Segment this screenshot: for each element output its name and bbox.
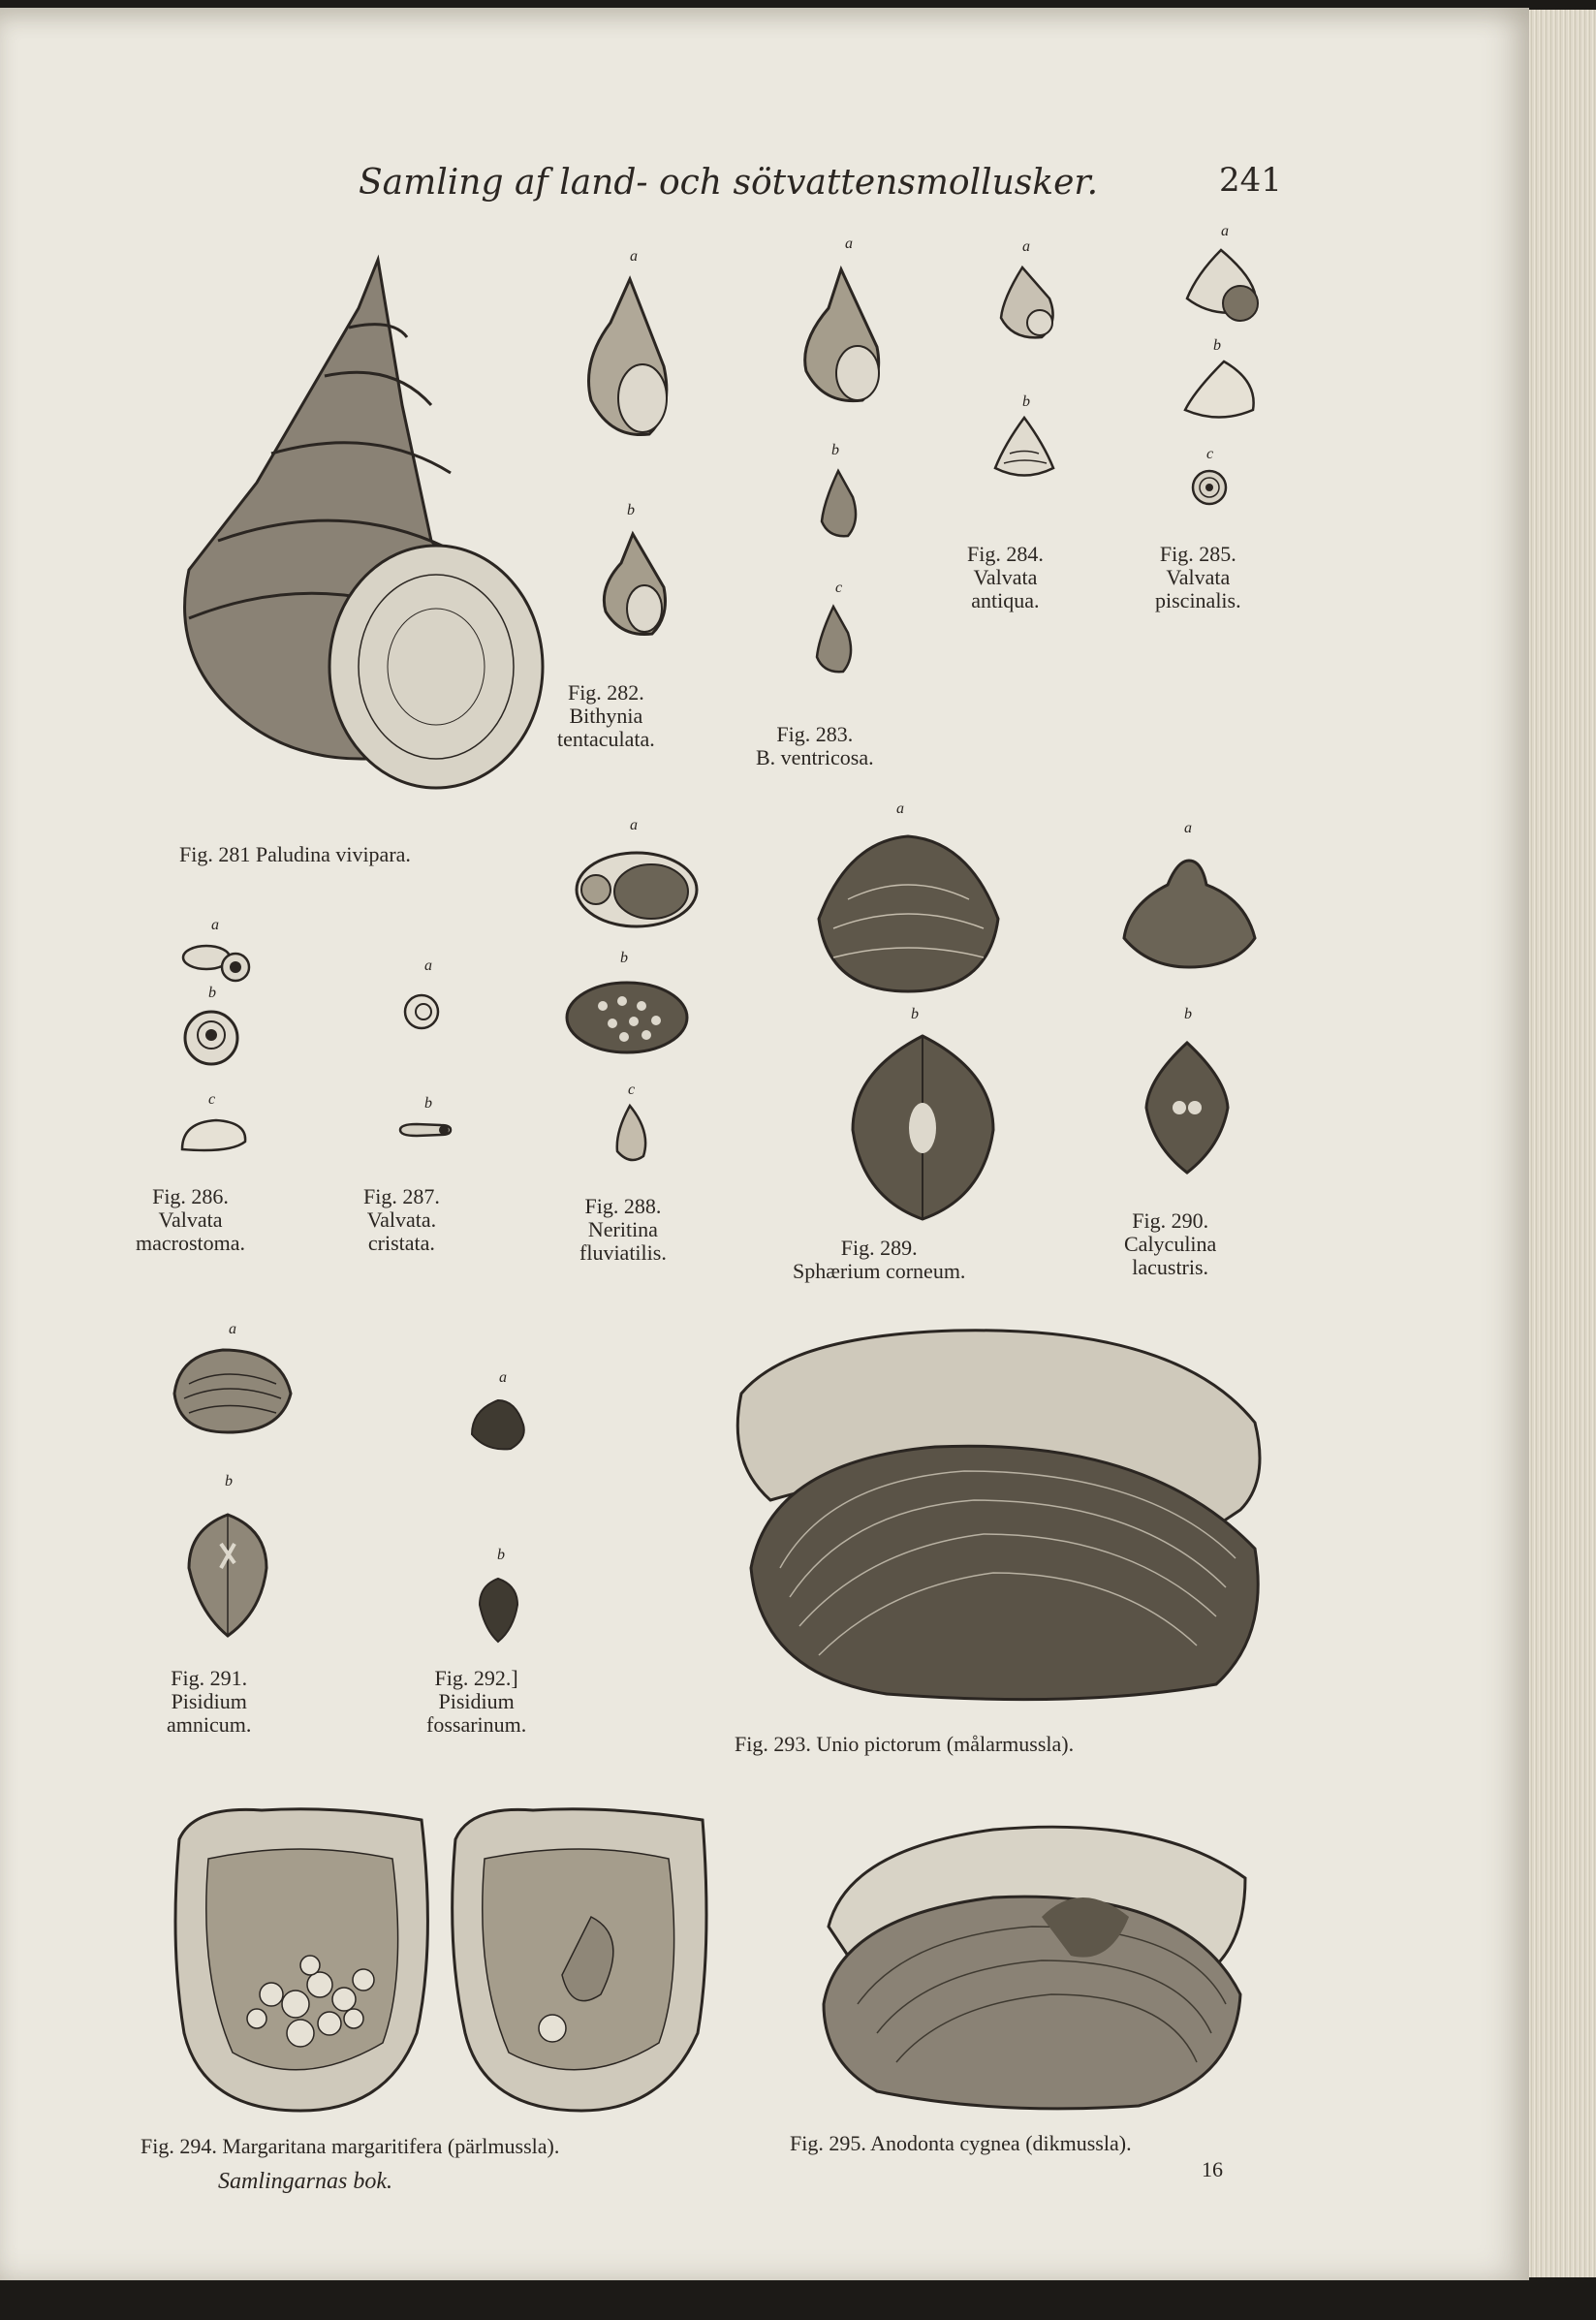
figure-letter-b: b — [1213, 337, 1221, 354]
illustration-fig-284a-shell — [993, 265, 1061, 342]
figure-letter-b: b — [424, 1095, 432, 1112]
illustration-fig-289a-shell — [809, 831, 1008, 996]
illustration-fig-285b-shell — [1180, 357, 1258, 424]
caption-line: lacustris. — [1132, 1255, 1209, 1279]
caption-line: antiqua. — [971, 588, 1040, 612]
caption-fig-281 — [179, 843, 411, 866]
caption-line: piscinalis. — [1155, 588, 1241, 612]
caption-line: Valvata — [158, 1207, 223, 1232]
caption-fig-283 — [756, 723, 874, 769]
figure-letter-c: c — [835, 580, 843, 596]
caption-line: tentaculata. — [557, 727, 655, 751]
caption-fig-289 — [793, 1237, 965, 1283]
caption-line: Fig. 294. Margaritana margaritifera (pärlmussla). — [141, 2134, 560, 2158]
caption-line: fluviatilis. — [579, 1240, 667, 1265]
caption-line: fossarinum. — [426, 1712, 527, 1737]
caption-line: macrostoma. — [136, 1231, 246, 1255]
caption-line: Valvata — [1166, 565, 1231, 589]
caption-line: Valvata. — [366, 1207, 437, 1232]
figure-letter-b: b — [911, 1006, 919, 1022]
illustration-fig-294-margaritana — [174, 1801, 712, 2116]
figure-letter-b: b — [620, 950, 628, 966]
caption-line: Fig. 285. — [1159, 542, 1236, 566]
illustration-fig-282a-shell — [577, 274, 673, 444]
figure-letter-a: a — [229, 1321, 236, 1337]
caption-fig-282 — [557, 681, 655, 751]
illustration-fig-288c-shell — [612, 1103, 651, 1166]
illustration-fig-284b-shell — [990, 415, 1058, 483]
illustration-fig-286a-shell — [179, 940, 257, 984]
figure-letter-a: a — [630, 248, 638, 265]
figure-letter-a: a — [896, 800, 904, 817]
caption-fig-291 — [167, 1667, 251, 1737]
caption-fig-288 — [579, 1195, 667, 1265]
caption-fig-292 — [426, 1667, 526, 1737]
caption-line: Pisidium — [171, 1689, 247, 1713]
illustration-fig-292a-shell — [467, 1395, 530, 1454]
caption-line: Fig. 283. — [776, 722, 854, 746]
illustration-fig-287a-shell — [402, 991, 441, 1032]
illustration-fig-283b-shell — [814, 468, 862, 541]
caption-line: Fig. 286. — [152, 1184, 229, 1208]
illustration-fig-287b-shell — [397, 1120, 455, 1140]
caption-fig-287 — [363, 1185, 440, 1255]
running-header-title: Samling af land- och sötvattensmollusker. — [359, 163, 1099, 203]
figure-letter-c: c — [628, 1082, 636, 1098]
caption-line: Fig. 288. — [584, 1194, 662, 1218]
caption-line: Fig. 295. Anodonta cygnea (dikmussla). — [790, 2131, 1132, 2155]
illustration-fig-292b-shell — [477, 1576, 520, 1644]
figure-letter-b: b — [208, 985, 216, 1001]
caption-line: Bithynia — [569, 704, 643, 728]
figure-letter-c: c — [208, 1091, 216, 1108]
caption-fig-286 — [136, 1185, 245, 1255]
caption-line: Pisidium — [438, 1689, 515, 1713]
illustration-fig-286b-shell — [182, 1006, 240, 1069]
caption-line: Fig. 284. — [967, 542, 1044, 566]
illustration-fig-285a-shell — [1182, 245, 1265, 328]
caption-line: amnicum. — [167, 1712, 252, 1737]
book-page-edges — [1526, 10, 1596, 2277]
illustration-fig-283c-shell — [809, 604, 858, 676]
caption-line: cristata. — [367, 1231, 435, 1255]
figure-letter-a: a — [1221, 223, 1229, 239]
caption-line: Fig. 292.] — [434, 1666, 518, 1690]
caption-line: Calyculina — [1124, 1232, 1217, 1256]
caption-line: Fig. 287. — [363, 1184, 440, 1208]
caption-fig-285 — [1155, 543, 1241, 612]
illustration-fig-291a-shell — [165, 1345, 296, 1437]
book-page — [0, 8, 1529, 2280]
illustration-fig-281-paludina — [160, 250, 548, 802]
figure-letter-b: b — [831, 442, 839, 458]
caption-line: Fig. 289. — [840, 1236, 918, 1260]
caption-line: Valvata — [973, 565, 1038, 589]
illustration-fig-291b-shell — [184, 1510, 271, 1641]
figure-letter-a: a — [1184, 820, 1192, 836]
illustration-fig-290a-shell — [1119, 856, 1260, 972]
caption-fig-293 — [735, 1733, 1074, 1756]
figure-letter-b: b — [225, 1473, 233, 1489]
figure-letter-b: b — [627, 502, 635, 518]
caption-fig-284 — [967, 543, 1044, 612]
caption-fig-295 — [790, 2132, 1132, 2155]
caption-line: Fig. 293. Unio pictorum (målarmussla). — [735, 1732, 1075, 1756]
caption-line: Fig. 281 Paludina vivipara. — [179, 842, 411, 866]
caption-line: Neritina — [587, 1217, 658, 1241]
caption-line: Fig. 282. — [567, 680, 644, 705]
figure-letter-c: c — [1206, 446, 1214, 462]
figure-letter-a: a — [630, 817, 638, 833]
figure-letter-a: a — [1022, 238, 1030, 255]
figure-letter-a: a — [211, 917, 219, 933]
printer-signature: Samlingarnas bok. — [218, 2169, 392, 2194]
figure-letter-b: b — [497, 1547, 505, 1563]
illustration-fig-288a-shell — [572, 849, 703, 931]
figure-letter-a: a — [499, 1369, 507, 1386]
illustration-fig-286c-shell — [177, 1113, 250, 1156]
page-number: 241 — [1219, 161, 1282, 200]
caption-line: Sphærium corneum. — [793, 1259, 966, 1283]
figure-letter-a: a — [845, 235, 853, 252]
illustration-fig-288b-shell — [564, 977, 690, 1059]
illustration-fig-285c-shell — [1190, 468, 1229, 507]
illustration-fig-293-unio — [712, 1316, 1274, 1709]
illustration-fig-289b-shell — [848, 1033, 998, 1222]
caption-fig-294 — [141, 2135, 559, 2158]
illustration-fig-282b-shell — [594, 529, 672, 641]
figure-letter-b: b — [1022, 393, 1030, 410]
illustration-fig-290b-shell — [1143, 1040, 1231, 1176]
caption-line: Fig. 291. — [171, 1666, 248, 1690]
sheet-number: 16 — [1202, 2157, 1223, 2181]
illustration-fig-283a-shell — [795, 265, 887, 410]
caption-fig-290 — [1124, 1209, 1216, 1279]
figure-letter-a: a — [424, 957, 432, 974]
caption-line: B. ventricosa. — [756, 745, 874, 769]
illustration-fig-295-anodonta — [819, 1810, 1250, 2116]
figure-letter-b: b — [1184, 1006, 1192, 1022]
caption-line: Fig. 290. — [1132, 1208, 1209, 1233]
